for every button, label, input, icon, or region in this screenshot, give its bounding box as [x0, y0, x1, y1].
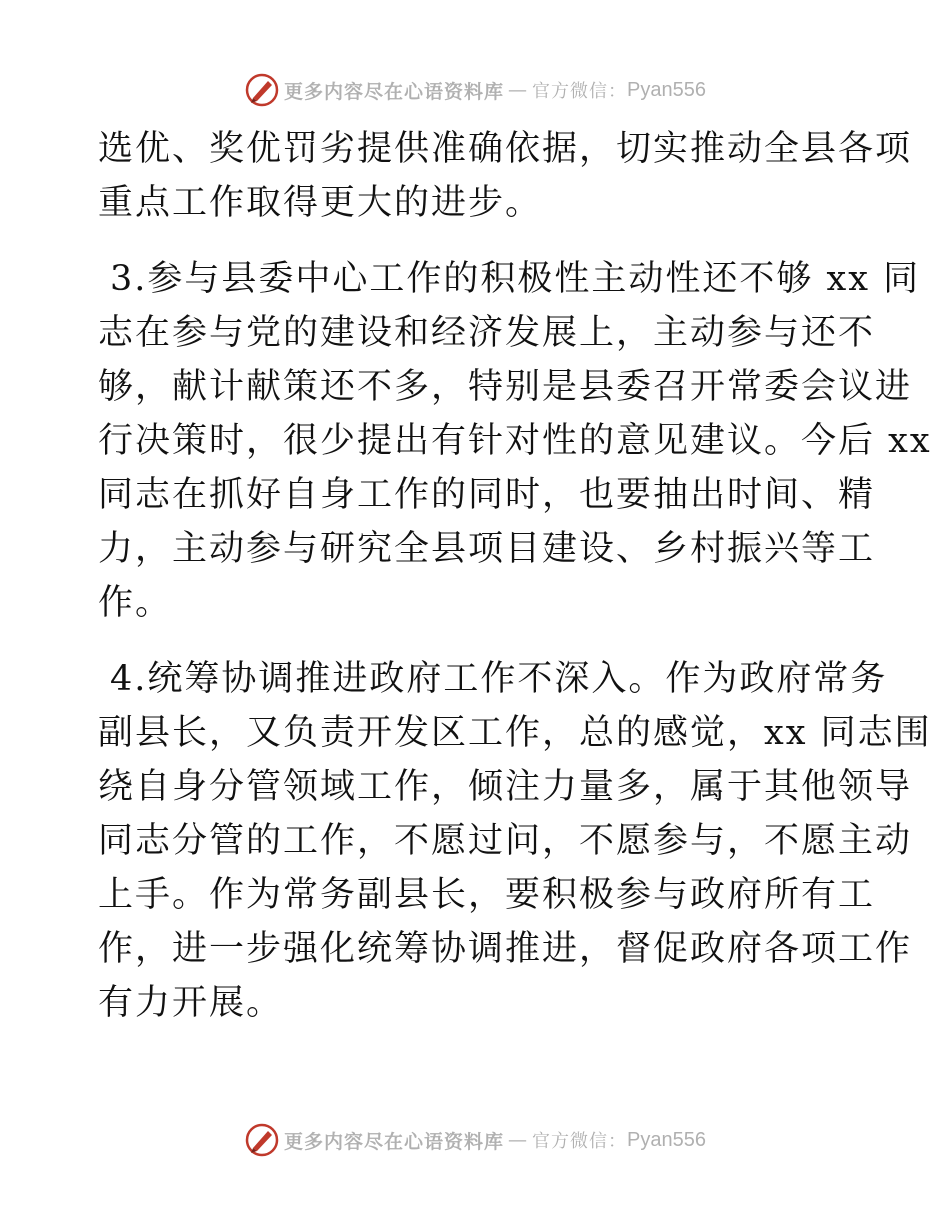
text-line: 重点工作取得更大的进步。	[98, 183, 543, 223]
banner-wechat-label: 官方微信：	[532, 81, 628, 102]
banner-wechat-label: 官方微信：	[532, 1131, 628, 1152]
text-line: 力，主动参与研究全县项目建设、乡村振兴等工	[98, 529, 876, 569]
banner-wechat-id: Pyan556	[627, 1128, 706, 1151]
text-line: 4.统筹协调推进政府工作不深入。作为政府常务	[110, 659, 888, 699]
banner-site-name: 更多内容尽在心语资料库	[284, 80, 505, 103]
banner-separator: —	[508, 1129, 529, 1151]
text-line: 绕自身分管领域工作，倾注力量多，属于其他领导	[98, 767, 913, 807]
text-line: 同志在抓好自身工作的同时，也要抽出时间、精	[98, 475, 876, 515]
text-line: 3.参与县委中心工作的积极性主动性还不够 xx 同	[110, 259, 921, 299]
text-line: 作，进一步强化统筹协调推进，督促政府各项工作	[98, 929, 913, 969]
pen-logo-icon	[244, 72, 280, 108]
banner-separator: —	[508, 79, 529, 101]
text-line: 上手。作为常务副县长，要积极参与政府所有工	[98, 875, 876, 915]
text-line: 作。	[98, 583, 173, 623]
text-line: 副县长，又负责开发区工作，总的感觉，xx 同志围	[98, 713, 932, 753]
header-banner	[0, 70, 950, 110]
banner-site-name: 更多内容尽在心语资料库	[284, 1130, 505, 1153]
text-line: 志在参与党的建设和经济发展上，主动参与还不	[98, 313, 876, 353]
banner-wechat-id: Pyan556	[627, 78, 706, 101]
text-line: 行决策时，很少提出有针对性的意见建议。今后 xx	[98, 421, 932, 461]
text-line: 有力开展。	[98, 983, 284, 1023]
footer-banner	[0, 1120, 950, 1160]
document-body	[98, 122, 932, 1030]
text-line: 够，献计献策还不多，特别是县委召开常委会议进	[98, 367, 913, 407]
text-line: 选优、奖优罚劣提供准确依据，切实推动全县各项	[98, 129, 913, 169]
pen-logo-icon	[244, 1122, 280, 1158]
text-line: 同志分管的工作，不愿过问，不愿参与，不愿主动	[98, 821, 913, 861]
